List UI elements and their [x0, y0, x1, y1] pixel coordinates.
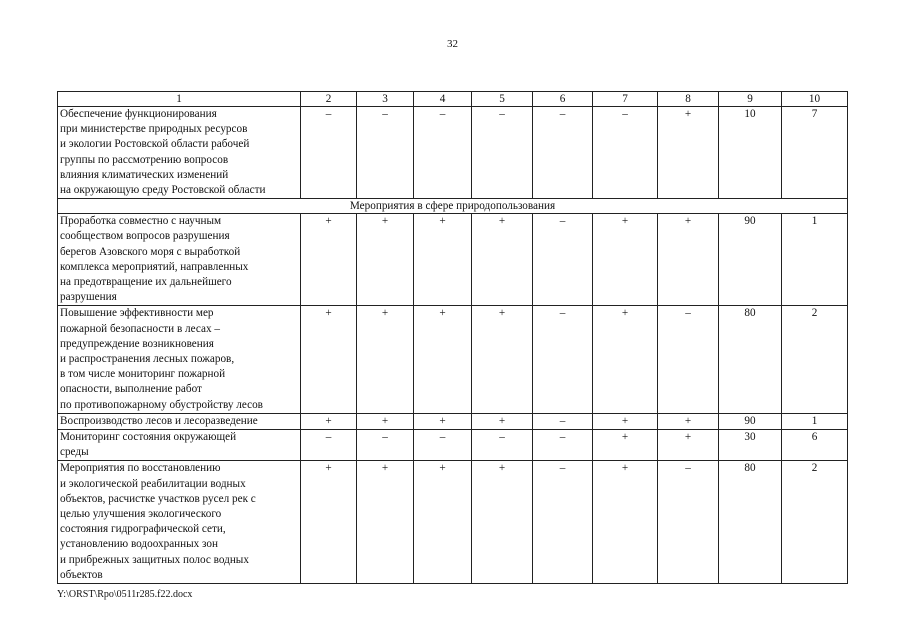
mark-cell-col-8: +: [658, 214, 719, 306]
measure-description: Обеспечение функционирования при министерстве природных ресурсов и экологии Ростовской области рабочей группы по рассмотрению вопросов влияния климатических изменений на окружающую среду Ростовской области: [58, 107, 301, 199]
section-title: Мероприятия в сфере природопользования: [58, 199, 848, 214]
mark-cell-col-8: –: [658, 461, 719, 584]
mark-cell-col-6: –: [533, 430, 593, 461]
mark-cell-col-4: +: [414, 214, 472, 306]
value-cell-col-10: 1: [782, 214, 848, 306]
mark-cell-col-2: +: [301, 413, 357, 429]
mark-cell-col-7: +: [593, 430, 658, 461]
mark-cell-col-2: –: [301, 430, 357, 461]
mark-cell-col-5: +: [472, 214, 533, 306]
column-header-10: 10: [782, 92, 848, 107]
mark-cell-col-8: +: [658, 413, 719, 429]
mark-cell-col-6: –: [533, 107, 593, 199]
mark-cell-col-7: +: [593, 461, 658, 584]
measure-description: Проработка совместно с научным сообществом вопросов разрушения берегов Азовского моря с выработкой комплекса мероприятий, направленных на предотвращение их дальнейшего разрушения: [58, 214, 301, 306]
mark-cell-col-3: –: [357, 107, 414, 199]
value-cell-col-9: 10: [719, 107, 782, 199]
mark-cell-col-5: –: [472, 430, 533, 461]
column-header-8: 8: [658, 92, 719, 107]
mark-cell-col-5: –: [472, 107, 533, 199]
mark-cell-col-3: +: [357, 214, 414, 306]
value-cell-col-10: 6: [782, 430, 848, 461]
mark-cell-col-2: –: [301, 107, 357, 199]
column-header-5: 5: [472, 92, 533, 107]
value-cell-col-9: 30: [719, 430, 782, 461]
value-cell-col-10: 7: [782, 107, 848, 199]
mark-cell-col-3: –: [357, 430, 414, 461]
mark-cell-col-8: –: [658, 306, 719, 413]
mark-cell-col-8: +: [658, 430, 719, 461]
table-row: [58, 306, 848, 413]
value-cell-col-9: 90: [719, 214, 782, 306]
mark-cell-col-6: –: [533, 461, 593, 584]
table-body: [58, 107, 848, 584]
page-number: 32: [447, 38, 458, 50]
mark-cell-col-4: –: [414, 430, 472, 461]
table-row: [58, 214, 848, 306]
value-cell-col-10: 2: [782, 461, 848, 584]
mark-cell-col-6: –: [533, 413, 593, 429]
section-row: [58, 199, 848, 214]
mark-cell-col-7: +: [593, 306, 658, 413]
column-header-7: 7: [593, 92, 658, 107]
table-header-row: [58, 92, 848, 107]
mark-cell-col-4: –: [414, 107, 472, 199]
table-row: [58, 461, 848, 584]
measure-description: Мероприятия по восстановлению и экологической реабилитации водных объектов, расчистке участков русел рек с целью улучшения экологического состояния гидрографической сети, установлению водоохранных зон и прибрежных защитных полос водных объектов: [58, 461, 301, 584]
column-header-4: 4: [414, 92, 472, 107]
value-cell-col-10: 1: [782, 413, 848, 429]
value-cell-col-9: 80: [719, 306, 782, 413]
mark-cell-col-6: –: [533, 306, 593, 413]
mark-cell-col-3: +: [357, 413, 414, 429]
measure-description: Воспроизводство лесов и лесоразведение: [58, 413, 301, 429]
mark-cell-col-8: +: [658, 107, 719, 199]
value-cell-col-9: 80: [719, 461, 782, 584]
mark-cell-col-7: –: [593, 107, 658, 199]
mark-cell-col-4: +: [414, 413, 472, 429]
mark-cell-col-7: +: [593, 214, 658, 306]
mark-cell-col-4: +: [414, 461, 472, 584]
measure-description: Повышение эффективности мер пожарной безопасности в лесах – предупреждение возникновения и распространения лесных пожаров, в том числе мониторинг пожарной опасности, выполнение работ по противопожарному обустройству лесов: [58, 306, 301, 413]
measures-table: [57, 91, 848, 584]
mark-cell-col-4: +: [414, 306, 472, 413]
mark-cell-col-3: +: [357, 461, 414, 584]
mark-cell-col-7: +: [593, 413, 658, 429]
value-cell-col-9: 90: [719, 413, 782, 429]
column-header-3: 3: [357, 92, 414, 107]
value-cell-col-10: 2: [782, 306, 848, 413]
column-header-9: 9: [719, 92, 782, 107]
mark-cell-col-2: +: [301, 461, 357, 584]
mark-cell-col-3: +: [357, 306, 414, 413]
mark-cell-col-6: –: [533, 214, 593, 306]
mark-cell-col-5: +: [472, 306, 533, 413]
measure-description: Мониторинг состояния окружающей среды: [58, 430, 301, 461]
table-row: [58, 413, 848, 429]
mark-cell-col-2: +: [301, 306, 357, 413]
document-file-path: Y:\ORST\Rpo\0511r285.f22.docx: [57, 589, 193, 600]
column-header-1: 1: [58, 92, 301, 107]
table-row: [58, 107, 848, 199]
column-header-2: 2: [301, 92, 357, 107]
mark-cell-col-2: +: [301, 214, 357, 306]
column-header-6: 6: [533, 92, 593, 107]
mark-cell-col-5: +: [472, 461, 533, 584]
table-row: [58, 430, 848, 461]
mark-cell-col-5: +: [472, 413, 533, 429]
